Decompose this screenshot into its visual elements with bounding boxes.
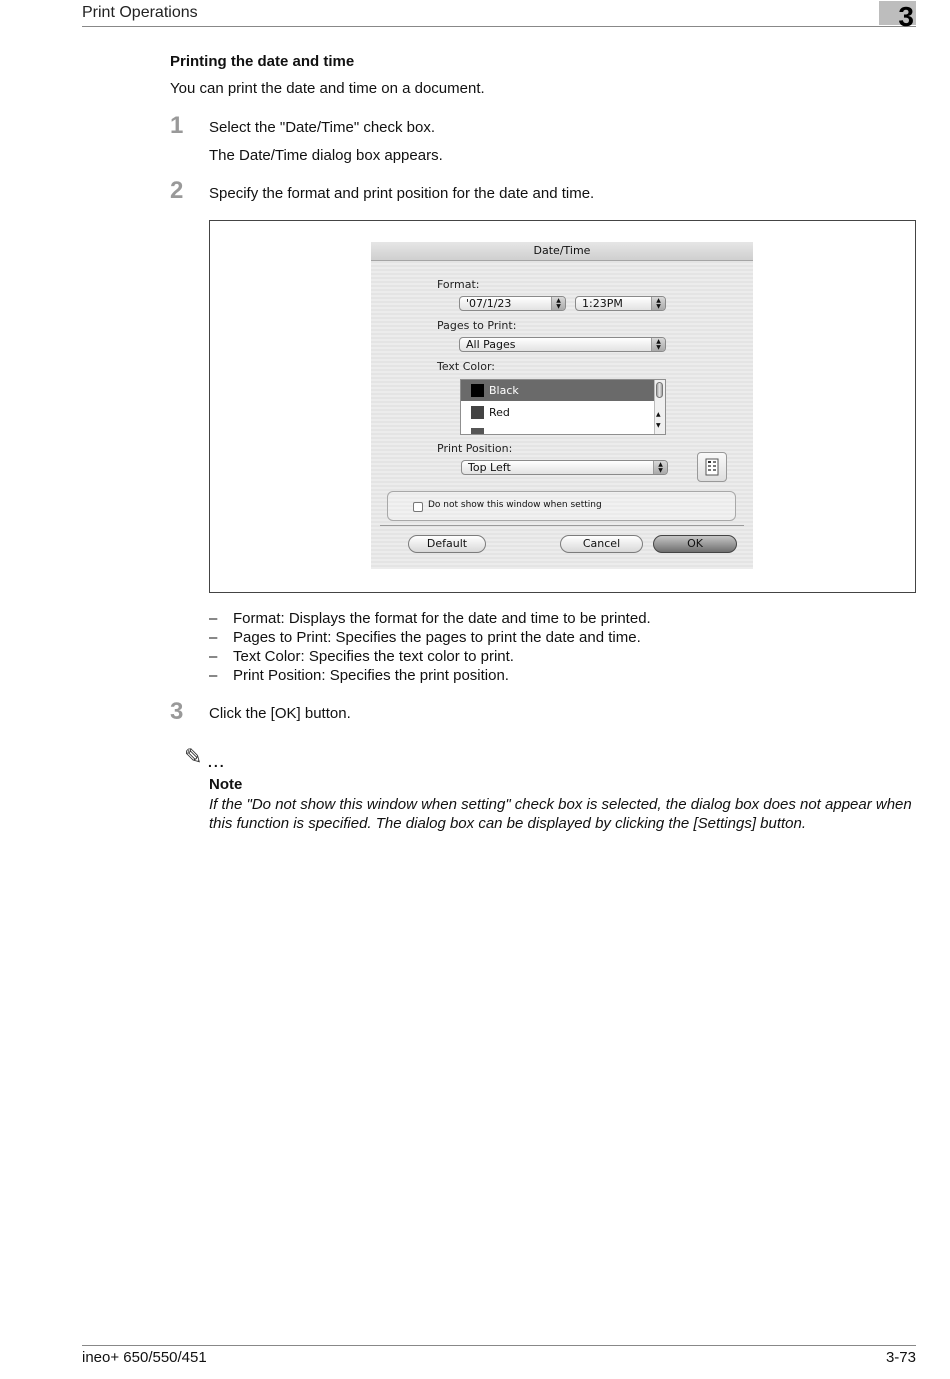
bullet-text: Print Position: Specifies the print position.: [233, 667, 509, 684]
step-2-number: 2: [170, 177, 184, 204]
dialog-separator: [380, 525, 744, 526]
step-1-text: Select the "Date/Time" check box.: [209, 119, 436, 136]
note-dots: ...: [208, 754, 226, 770]
scroll-thumb[interactable]: [656, 382, 663, 398]
date-format-select[interactable]: [459, 296, 566, 311]
date-time-dialog: [371, 242, 753, 569]
color-option-partial: [461, 424, 654, 435]
scroll-up-icon[interactable]: ▲: [656, 411, 661, 418]
bullet-text: Pages to Print: Specifies the pages to print the date and time.: [233, 629, 641, 646]
color-option-label: Red: [489, 406, 510, 419]
scroll-down-icon[interactable]: ▼: [656, 422, 661, 429]
chapter-number: 3: [898, 1, 914, 32]
updown-arrows-icon: ▲ ▼: [551, 297, 565, 310]
pencil-icon: ✎: [184, 744, 203, 769]
bullet-color: [209, 648, 514, 665]
footer-page-number: 3-73: [885, 1349, 916, 1366]
print-position-value: Top Left: [468, 461, 511, 474]
note-title: Note: [209, 776, 243, 793]
bullet-pages: [209, 629, 641, 646]
note-body: If the "Do not show this window when setting" check box is selected, the dialog box does not appear when this function is specified. The dialog box can be displayed by clicking the [Settings] button.: [209, 796, 912, 832]
header-section-title: Print Operations: [82, 4, 198, 21]
bullet-dash: –: [209, 667, 218, 684]
intro-text: You can print the date and time on a document.: [170, 80, 485, 97]
default-button[interactable]: Default: [408, 535, 486, 553]
chapter-tab: [879, 1, 916, 32]
bullet-dash: –: [209, 629, 218, 646]
pages-to-print-select[interactable]: [459, 337, 666, 352]
footer-model: ineo+ 650/550/451: [82, 1349, 207, 1366]
bullet-text: Format: Displays the format for the date and time to be printed.: [233, 610, 651, 627]
step-2-text: Specify the format and print position for the date and time.: [209, 185, 595, 202]
checkbox-group: [387, 491, 736, 521]
color-option-label: Black: [489, 384, 519, 397]
updown-arrows-icon: ▲ ▼: [651, 297, 665, 310]
step-3-number: 3: [170, 698, 184, 725]
color-swatch: [471, 384, 484, 397]
page-position-icon[interactable]: [697, 452, 727, 482]
step-1-number: 1: [170, 112, 184, 139]
section-heading: Printing the date and time: [170, 53, 355, 70]
color-option-red[interactable]: [461, 402, 654, 423]
step-3-text: Click the [OK] button.: [209, 705, 351, 722]
text-color-label: Text Color:: [437, 360, 495, 373]
time-format-select[interactable]: [575, 296, 666, 311]
bullet-format: [209, 610, 651, 627]
color-swatch: [471, 428, 484, 435]
pages-value: All Pages: [466, 338, 516, 351]
time-format-value: 1:23PM: [582, 297, 623, 310]
do-not-show-checkbox[interactable]: [413, 502, 423, 512]
color-swatch: [471, 406, 484, 419]
dialog-title: Date/Time: [371, 242, 753, 261]
bullet-text: Text Color: Specifies the text color to print.: [233, 648, 514, 665]
text-color-list[interactable]: [460, 379, 666, 435]
format-label: Format:: [437, 278, 480, 291]
updown-arrows-icon: ▲ ▼: [653, 461, 667, 474]
updown-arrows-icon: ▲ ▼: [651, 338, 665, 351]
bullet-dash: –: [209, 610, 218, 627]
step-1-subtext: The Date/Time dialog box appears.: [209, 147, 443, 164]
bullet-position: [209, 667, 509, 684]
date-format-value: '07/1/23: [466, 297, 512, 310]
footer-rule: [82, 1345, 916, 1346]
list-scrollbar[interactable]: [654, 380, 665, 434]
cancel-button[interactable]: Cancel: [560, 535, 643, 553]
header-rule: [82, 26, 916, 27]
pages-label: Pages to Print:: [437, 319, 517, 332]
color-option-black[interactable]: [461, 380, 654, 401]
ok-button[interactable]: OK: [653, 535, 737, 553]
bullet-dash: –: [209, 648, 218, 665]
do-not-show-label: Do not show this window when setting: [428, 500, 602, 510]
print-position-label: Print Position:: [437, 442, 513, 455]
print-position-select[interactable]: [461, 460, 668, 475]
